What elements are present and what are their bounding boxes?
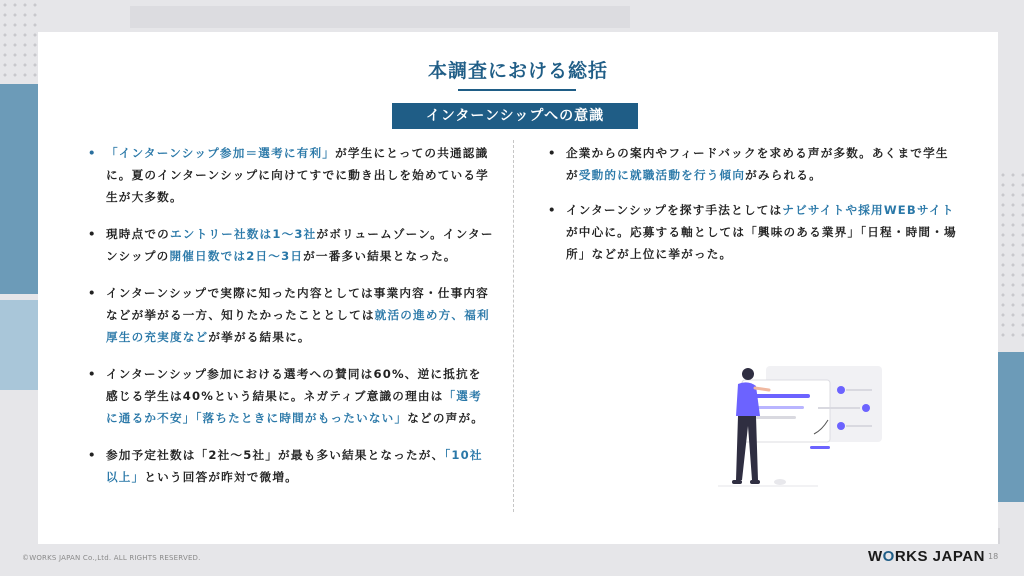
highlight-text: 開催日数では2日〜3日 — [169, 249, 304, 263]
title-underline — [458, 89, 576, 91]
highlight-text: 「10社以上」 — [106, 448, 483, 484]
page-number: 18 — [988, 552, 999, 561]
highlight-text: 受動的に就職活動を行う傾向 — [578, 168, 746, 182]
woman-with-checklist-illustration — [678, 362, 898, 497]
illus-check-2 — [862, 404, 870, 412]
illus-underline — [810, 446, 830, 449]
illus-list-bar-1 — [752, 394, 810, 398]
illus-line-2 — [818, 407, 860, 409]
bullet-icon: • — [88, 227, 97, 241]
bullet-icon: • — [88, 367, 97, 381]
bg-decoration-top-bar — [130, 6, 630, 28]
illus-check-1 — [837, 386, 845, 394]
logo-o-mark: O — [882, 548, 895, 565]
illus-list-bar-3 — [756, 416, 796, 419]
illus-list-bar-2 — [756, 406, 804, 409]
body-text: がボリュームゾーン。インターンシップの — [106, 227, 494, 263]
bullet-icon: • — [548, 146, 557, 160]
illus-woman-legs — [736, 416, 758, 480]
summary-item — [88, 282, 494, 348]
summary-item — [88, 142, 494, 208]
body-text: インターンシップを探す手法としては — [566, 203, 783, 217]
body-text: が挙がる結果に。 — [208, 330, 311, 344]
logo-text-prefix: W — [868, 548, 883, 565]
highlight-text: 就活の進め方、福利厚生の充実度など — [106, 308, 490, 344]
body-text: という回答が昨対で微増。 — [144, 470, 298, 484]
illus-woman-shoe-right — [750, 480, 760, 484]
illus-woman-shoe-left — [732, 480, 742, 484]
body-text: インターンシップで実際に知った内容としては事業内容・仕事内容などが挙がる一方、知りたかったこととしては — [106, 286, 489, 322]
bg-decoration-left-light — [0, 300, 38, 390]
left-summary-list — [88, 142, 494, 503]
illus-line-3 — [846, 425, 872, 427]
highlight-text: エントリー社数は1〜3社 — [169, 227, 317, 241]
summary-item — [88, 223, 494, 267]
summary-item — [88, 444, 494, 488]
body-text: が中心に。応募する軸としては「興味のある業界」「日程・時間・場所」などが上位に挙がった。 — [566, 225, 957, 261]
logo-text-suffix: RKS JAPAN — [894, 548, 985, 565]
page-title: 本調査における総括 — [427, 60, 608, 82]
bullet-icon: • — [88, 448, 97, 462]
content-card — [38, 32, 998, 544]
highlight-text: 「選考に通るか不安」「落ちたときに時間がもったいない」 — [106, 389, 482, 425]
bg-decoration-right-blue — [998, 352, 1024, 502]
body-text: 現時点での — [106, 227, 170, 241]
works-japan-logo — [868, 548, 985, 565]
highlight-text: 「インターンシップ参加＝選考に有利」 — [106, 146, 336, 160]
bg-dot-pattern-left — [0, 0, 38, 80]
body-text: などの声が。 — [407, 411, 485, 425]
body-text: がみられる。 — [745, 168, 822, 182]
copyright-text: ©WORKS JAPAN Co.,Ltd. ALL RIGHTS RESERVED. — [22, 554, 201, 562]
illus-line-1 — [846, 389, 872, 391]
body-text: が学生にとっての共通認識に。夏のインターンシップに向けてすでに動き出しを始めている学生が大多数。 — [106, 146, 489, 204]
illus-check-3 — [837, 422, 845, 430]
column-divider — [513, 140, 514, 512]
bullet-icon: • — [88, 146, 97, 160]
body-text: 参加予定社数は「2社〜5社」が最も多い結果となったが、 — [106, 448, 445, 462]
right-summary-list — [548, 142, 958, 278]
section-label: インターンシップへの意識 — [392, 103, 638, 129]
bullet-icon: • — [88, 286, 97, 300]
illus-woman-arm — [755, 388, 769, 390]
illus-plant — [774, 479, 786, 485]
bullet-icon: • — [548, 203, 557, 217]
body-text: インターンシップ参加における選考への賛同は60%、逆に抵抗を感じる学生は40%という結果に。ネガティブ意識の理由は — [106, 367, 482, 403]
bg-decoration-left-blue — [0, 84, 38, 294]
summary-item — [548, 199, 958, 265]
highlight-text: ナビサイトや採用WEBサイト — [782, 203, 955, 217]
illus-woman-head — [742, 368, 754, 380]
summary-item — [88, 363, 494, 429]
body-text: が一番多い結果となった。 — [303, 249, 457, 263]
summary-item — [548, 142, 958, 186]
body-text: 企業からの案内やフィードバックを求める声が多数。あくまで学生が — [566, 146, 949, 182]
bg-dot-pattern-right — [998, 170, 1024, 340]
